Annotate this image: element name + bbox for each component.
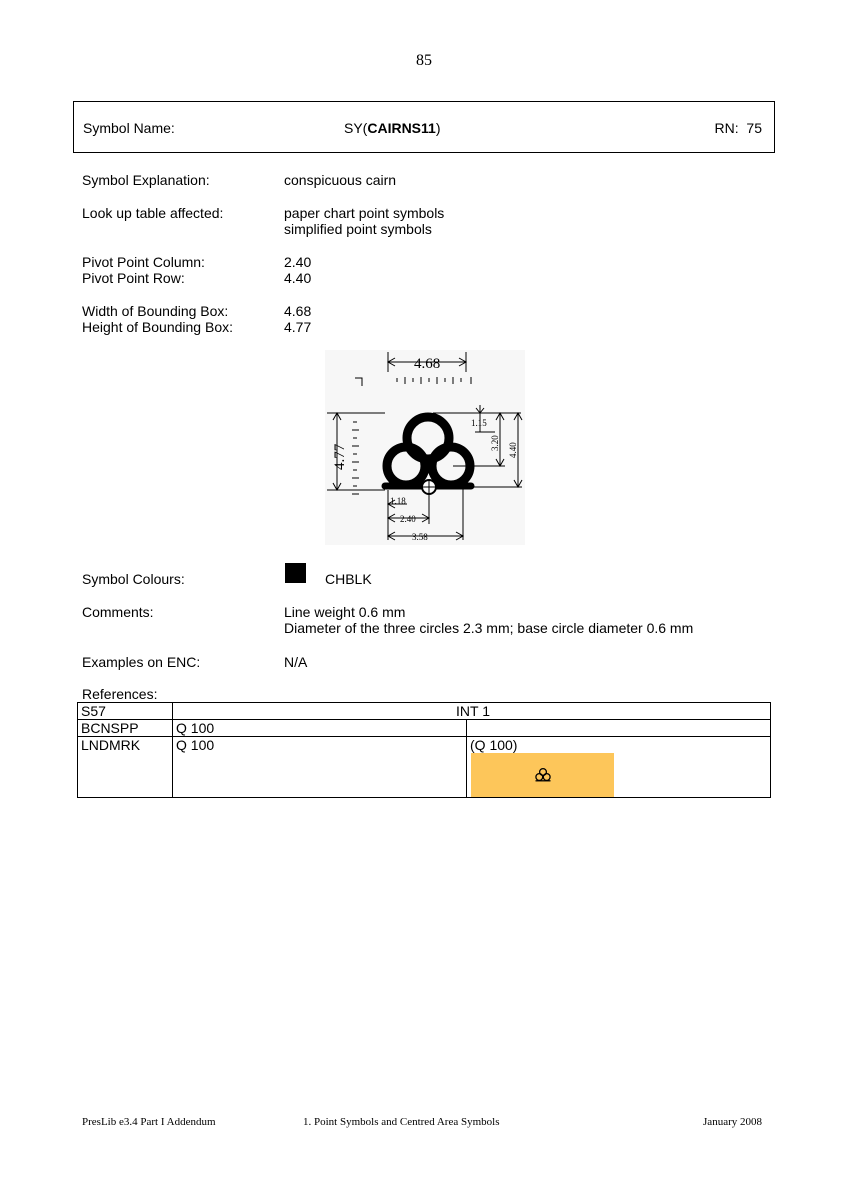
pivot-col-value: 2.40 <box>284 254 312 270</box>
symbol-header-box <box>73 101 775 153</box>
pivot-values <box>284 254 311 286</box>
rn-field: RN: 75 <box>714 120 762 136</box>
lookup-label: Look up table affected: <box>82 205 224 221</box>
comments-values <box>284 604 693 636</box>
pivot-row-label: Pivot Point Row: <box>82 270 185 286</box>
comment-line: Line weight 0.6 mm <box>284 604 406 620</box>
references-label: References: <box>82 686 158 702</box>
table-cell-int1-example <box>467 737 771 798</box>
dim-3-20-label: 3.20 <box>490 435 500 451</box>
cairn-symbol-figure <box>325 350 525 545</box>
bbox-width-value: 4.68 <box>284 303 312 319</box>
enc-example-box <box>471 753 614 797</box>
examples-label: Examples on ENC: <box>82 654 201 670</box>
lookup-values <box>284 205 444 237</box>
lookup-value: simplified point symbols <box>284 221 432 237</box>
cairn-example-icon <box>533 767 553 783</box>
table-cell-code: BCNSPP <box>78 720 173 737</box>
lookup-value: paper chart point symbols <box>284 205 445 221</box>
dim-1-18-label: 1.18 <box>390 496 406 506</box>
dim-2-40-label: 2.40 <box>400 514 416 524</box>
bbox-labels <box>82 303 233 335</box>
int1-ref-text: (Q 100) <box>470 737 518 753</box>
dim-3-58-label: 3.58 <box>412 532 428 542</box>
footer-center: 1. Point Symbols and Centred Area Symbols <box>303 1116 500 1128</box>
symbol-name-value: SY(CAIRNS11) <box>344 120 441 136</box>
bbox-values <box>284 303 311 335</box>
bbox-height-value: 4.77 <box>284 319 312 335</box>
table-row <box>78 720 771 737</box>
explanation-value: conspicuous cairn <box>284 172 397 188</box>
table-cell-s57: Q 100 <box>173 720 467 737</box>
dim-width-label: 4.68 <box>414 356 441 372</box>
table-cell-code: LNDMRK <box>78 737 173 798</box>
pivot-labels <box>82 254 205 286</box>
colour-name: CHBLK <box>325 571 372 587</box>
footer-left: PresLib e3.4 Part I Addendum <box>82 1116 216 1128</box>
bbox-height-label: Height of Bounding Box: <box>82 319 233 335</box>
footer-right: January 2008 <box>703 1116 762 1128</box>
explanation-label: Symbol Explanation: <box>82 172 210 188</box>
symbol-code: CAIRNS11 <box>367 120 436 136</box>
examples-value: N/A <box>284 654 308 670</box>
table-row <box>78 737 771 798</box>
table-row <box>78 703 771 720</box>
references-table <box>77 702 771 798</box>
bbox-width-label: Width of Bounding Box: <box>82 303 229 319</box>
dim-1-15-label: 1.15 <box>471 418 487 428</box>
page-number: 85 <box>416 52 432 69</box>
table-cell-s57: Q 100 <box>173 737 467 798</box>
symbol-name-label: Symbol Name: <box>83 120 175 136</box>
table-header-int1: INT 1 <box>173 703 771 720</box>
pivot-row-value: 4.40 <box>284 270 312 286</box>
dim-4-40-label: 4.40 <box>508 442 518 458</box>
pivot-col-label: Pivot Point Column: <box>82 254 205 270</box>
colours-label: Symbol Colours: <box>82 571 185 587</box>
comment-line: Diameter of the three circles 2.3 mm; base circle diameter 0.6 mm <box>284 620 694 636</box>
comments-label: Comments: <box>82 604 154 620</box>
colour-swatch <box>285 563 306 583</box>
rn-value: 75 <box>746 120 762 136</box>
dim-height-label: 4.77 <box>332 443 348 470</box>
table-header-s57: S57 <box>78 703 173 720</box>
table-cell-int1 <box>467 720 771 737</box>
